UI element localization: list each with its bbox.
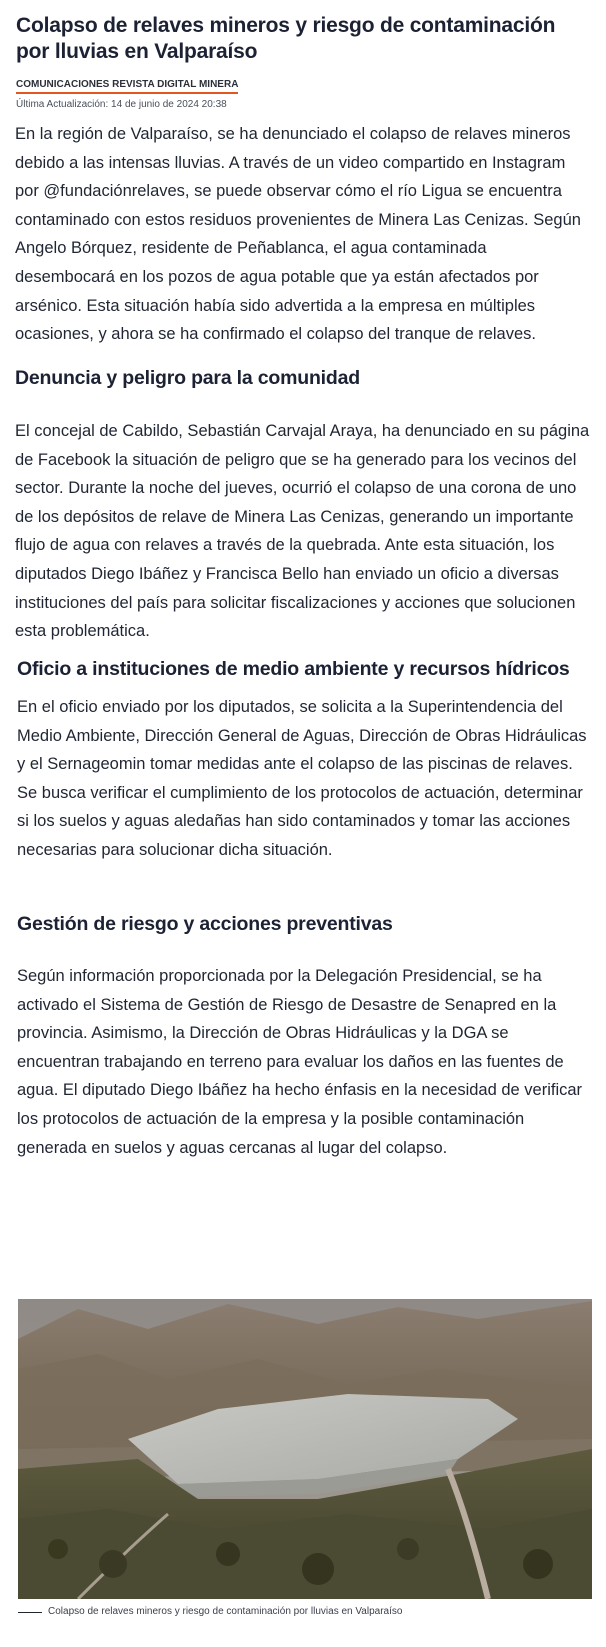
intro-paragraph: En la región de Valparaíso, se ha denunciado el colapso de relaves mineros debido a las intensas lluvias. A través de un video compartido en Instagram por @fundaciónrelaves, se puede observar cómo el río Ligua se encuentra contaminado con estos residuos provenientes de Minera Las Cenizas. Según Angelo Bórquez, residente de Peñablanca, el agua contaminada desembocará en los pozos de agua potable que ya están afectados por arsénico. Esta situación había sido advertida a la empresa en múltiples ocasiones, y ahora se ha confirmado el colapso del tranque de relaves. bbox=[15, 125, 581, 344]
image-caption bbox=[18, 1606, 402, 1618]
tailings-landscape-illustration bbox=[18, 1299, 592, 1599]
article-title: Colapso de relaves mineros y riesgo de contaminación por lluvias en Valparaíso bbox=[16, 14, 556, 63]
section-body-oficio: En el oficio enviado por los diputados, se solicita a la Superintendencia del Medio Ambiente, Dirección General de Aguas, Dirección de Obras Hidráulicas y el Sernageomin tomar medidas ante el colapso de las piscinas de relaves. Se busca verificar el cumplimiento de los protocolos de actuación, determinar si los suelos y aguas aledañas han sido contaminados y tomar las acciones necesarias para solucionar dicha situación. bbox=[17, 698, 587, 859]
section-heading-gestion: Gestión de riesgo y acciones preventivas bbox=[17, 913, 393, 935]
section-heading-oficio: Oficio a instituciones de medio ambiente y recursos hídricos bbox=[17, 658, 570, 680]
author-link[interactable]: COMUNICACIONES REVISTA DIGITAL MINERA bbox=[16, 79, 238, 94]
article-image bbox=[18, 1299, 592, 1599]
last-updated: Última Actualización: 14 de junio de 2024 20:38 bbox=[16, 99, 227, 110]
caption-divider bbox=[18, 1612, 42, 1613]
section-body-gestion: Según información proporcionada por la Delegación Presidencial, se ha activado el Sistema de Gestión de Riesgo de Desastre de Senapred en la provincia. Asimismo, la Dirección de Obras Hidráulicas y la DGA se encuentran trabajando en terreno para evaluar los daños en las fuentes de agua. El diputado Diego Ibáñez ha hecho énfasis en la necesidad de verificar los protocolos de actuación de la empresa y la posible contaminación generada en suelos y aguas cercanas al lugar del colapso. bbox=[17, 967, 583, 1157]
section-heading-denuncia: Denuncia y peligro para la comunidad bbox=[15, 367, 360, 389]
section-body-denuncia: El concejal de Cabildo, Sebastián Carvajal Araya, ha denunciado en su página de Facebook la situación de peligro que se ha generado para los vecinos del sector. Durante la noche del jueves, ocurrió el colapso de una corona de uno de los depósitos de relave de Minera Las Cenizas, generando un importante flujo de agua con relaves a través de la quebrada. Ante esta situación, los diputados Diego Ibáñez y Francisca Bello han enviado un oficio a diversas instituciones del país para solicitar fiscalizaciones y acciones que solucionen esta problemática. bbox=[15, 422, 590, 641]
caption-text: Colapso de relaves mineros y riesgo de contaminación por lluvias en Valparaíso bbox=[48, 1606, 403, 1617]
